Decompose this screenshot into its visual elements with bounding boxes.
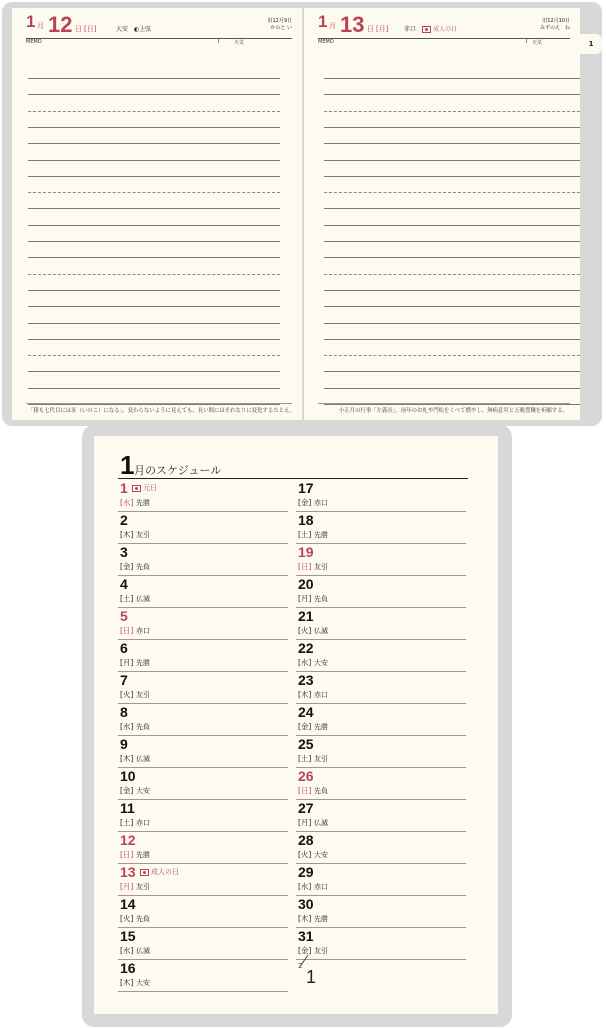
lunar-date: 旧12月9日 かのと い [267, 18, 292, 31]
weekday: [日] [84, 25, 97, 33]
schedule-row[interactable] [296, 639, 466, 672]
writing-line [28, 143, 280, 144]
schedule-row[interactable] [296, 767, 466, 800]
flag-icon [422, 26, 431, 33]
schedule-weekday: [月] [298, 818, 312, 827]
schedule-weekday: [木] [120, 530, 134, 539]
schedule-row[interactable] [296, 671, 466, 704]
schedule-weekday: [火] [298, 850, 312, 859]
schedule-weekday: [水] [120, 946, 134, 955]
schedule-row[interactable] [296, 799, 466, 832]
schedule-day-number: 19 [298, 544, 314, 560]
writing-line [324, 127, 580, 128]
schedule-day-number: 31 [298, 928, 314, 944]
writing-line [28, 404, 280, 405]
header-rule [26, 38, 292, 39]
schedule-weekday: [月] [120, 658, 134, 667]
weekday: [月] [376, 25, 389, 33]
writing-line [324, 404, 580, 405]
writing-line [28, 323, 280, 324]
writing-line [324, 355, 580, 356]
writing-line [324, 176, 580, 177]
schedule-rokuyo: 友引 [314, 563, 328, 571]
schedule-day-number: 30 [298, 896, 314, 912]
schedule-day-number: 26 [298, 768, 314, 784]
schedule-rokuyo: 先負 [136, 723, 150, 731]
schedule-row[interactable] [118, 927, 288, 960]
schedule-weekday: [金] [298, 722, 312, 731]
schedule-day-number: 1 [120, 480, 128, 496]
schedule-row[interactable] [296, 703, 466, 736]
writing-line [28, 192, 280, 193]
daily-page-left [12, 8, 302, 420]
writing-line [28, 306, 280, 307]
schedule-row[interactable] [296, 575, 466, 608]
writing-line [324, 323, 580, 324]
writing-line [324, 290, 580, 291]
schedule-rokuyo: 先勝 [314, 915, 328, 923]
month-number: 1 [318, 12, 328, 31]
schedule-day-number: 18 [298, 512, 314, 528]
schedule-rokuyo: 友引 [136, 531, 150, 539]
schedule-rokuyo: 先勝 [136, 851, 150, 859]
writing-line [324, 274, 580, 275]
schedule-row[interactable] [296, 895, 466, 928]
writing-line [324, 257, 580, 258]
schedule-day-number: 16 [120, 960, 136, 976]
schedule-rokuyo: 先勝 [314, 723, 328, 731]
schedule-day-number: 12 [120, 832, 136, 848]
column-tick [218, 39, 219, 43]
schedule-day-number: 13 [120, 864, 136, 880]
writing-line [28, 111, 280, 112]
schedule-weekday: [日] [298, 562, 312, 571]
schedule-rokuyo: 赤口 [314, 499, 328, 507]
schedule-weekday: [金] [120, 786, 134, 795]
writing-line [324, 111, 580, 112]
footnote-rule [318, 403, 570, 404]
moon-phase: ◐上弦 [134, 26, 152, 33]
schedule-rokuyo: 友引 [314, 755, 328, 763]
schedule-row[interactable] [296, 511, 466, 544]
month-index-tab[interactable]: 1 [580, 34, 602, 54]
schedule-day-number: 24 [298, 704, 314, 720]
writing-line [28, 225, 280, 226]
day-number: 13 [340, 12, 365, 37]
schedule-rokuyo: 仏滅 [314, 627, 328, 635]
schedule-day-number: 5 [120, 608, 128, 624]
schedule-rokuyo: 大安 [136, 787, 150, 795]
writing-line [28, 241, 280, 242]
schedule-row[interactable] [118, 639, 288, 672]
writing-line [324, 143, 580, 144]
schedule-day-number: 10 [120, 768, 136, 784]
writing-line [324, 208, 580, 209]
writing-line [324, 225, 580, 226]
schedule-row[interactable] [118, 767, 288, 800]
schedule-row[interactable] [118, 511, 288, 544]
schedule-holiday-name: 成人の日 [140, 867, 179, 877]
schedule-rokuyo: 赤口 [136, 627, 150, 635]
schedule-day-number: 3 [120, 544, 128, 560]
schedule-row[interactable] [296, 863, 466, 896]
schedule-day-number: 4 [120, 576, 128, 592]
schedule-header [118, 452, 468, 480]
schedule-row[interactable] [118, 831, 288, 864]
schedule-row[interactable] [118, 575, 288, 608]
rokuyo: 大安 [116, 26, 129, 33]
schedule-row[interactable] [296, 543, 466, 576]
writing-line [28, 176, 280, 177]
writing-line [324, 371, 580, 372]
schedule-weekday: [水] [120, 498, 134, 507]
schedule-weekday: [木] [298, 690, 312, 699]
schedule-row[interactable] [118, 543, 288, 576]
schedule-day-number: 21 [298, 608, 314, 624]
writing-line [28, 290, 280, 291]
writing-line [28, 94, 280, 95]
writing-line [28, 371, 280, 372]
footnote-rule [26, 403, 292, 404]
schedule-row[interactable] [118, 671, 288, 704]
schedule-weekday: [火] [298, 626, 312, 635]
writing-line [324, 388, 580, 389]
schedule-row[interactable] [118, 479, 288, 512]
schedule-row[interactable] [118, 895, 288, 928]
schedule-row[interactable] [118, 607, 288, 640]
schedule-day-number: 27 [298, 800, 314, 816]
writing-line [28, 388, 280, 389]
schedule-rokuyo: 仏滅 [314, 819, 328, 827]
schedule-day-number: 29 [298, 864, 314, 880]
schedule-weekday: [木] [120, 754, 134, 763]
schedule-row[interactable] [118, 735, 288, 768]
writing-line [324, 306, 580, 307]
schedule-weekday: [金] [120, 562, 134, 571]
schedule-rokuyo: 大安 [136, 979, 150, 987]
schedule-weekday: [水] [120, 722, 134, 731]
schedule-rokuyo: 先負 [314, 595, 328, 603]
month-suffix: 月 [329, 22, 336, 30]
flag-icon [132, 485, 141, 492]
schedule-weekday: [日] [120, 626, 134, 635]
month-number: 1 [26, 12, 36, 31]
daily-page-right [304, 8, 580, 420]
schedule-title: 月のスケジュール [134, 464, 222, 477]
writing-line [28, 339, 280, 340]
schedule-row[interactable] [118, 863, 288, 896]
schedule-weekday: [火] [120, 914, 134, 923]
schedule-row[interactable] [296, 479, 466, 512]
schedule-rokuyo: 先負 [136, 915, 150, 923]
schedule-rokuyo: 仏滅 [136, 595, 150, 603]
schedule-weekday: [木] [298, 914, 312, 923]
schedule-rokuyo: 赤口 [314, 691, 328, 699]
schedule-weekday: [日] [120, 850, 134, 859]
writing-line [324, 241, 580, 242]
schedule-rokuyo: 仏滅 [136, 755, 150, 763]
schedule-day-number: 7 [120, 672, 128, 688]
schedule-row[interactable] [118, 703, 288, 736]
schedule-row[interactable] [296, 927, 466, 960]
schedule-rokuyo: 友引 [314, 947, 328, 955]
schedule-rokuyo: 先勝 [314, 531, 328, 539]
schedule-weekday: [水] [298, 658, 312, 667]
writing-line [324, 192, 580, 193]
writing-line [28, 257, 280, 258]
writing-line [28, 355, 280, 356]
schedule-rokuyo: 大安 [314, 659, 328, 667]
schedule-holiday-name: 元日 [132, 483, 157, 493]
schedule-weekday: [土] [298, 754, 312, 763]
schedule-day-number: 14 [120, 896, 136, 912]
schedule-rokuyo: 友引 [136, 691, 150, 699]
schedule-day-number: 28 [298, 832, 314, 848]
column-tick [526, 39, 527, 43]
writing-line [28, 160, 280, 161]
schedule-row[interactable] [296, 831, 466, 864]
schedule-rokuyo: 赤口 [136, 819, 150, 827]
footnote: 「猪も七代目には豕（いのこ）になる」。変わらないように見えても、長い間にはそれなりに変化するたとえ。 [28, 408, 296, 414]
schedule-rokuyo: 先負 [136, 563, 150, 571]
schedule-weekday: [金] [298, 946, 312, 955]
schedule-day-number: 15 [120, 928, 136, 944]
schedule-day-number: 8 [120, 704, 128, 720]
writing-line [324, 78, 580, 79]
rokuyo: 赤口 [404, 26, 417, 33]
day-number: 12 [48, 12, 73, 37]
schedule-day-number: 17 [298, 480, 314, 496]
schedule-weekday: [土] [120, 818, 134, 827]
schedule-row[interactable] [296, 607, 466, 640]
schedule-weekday: [日] [298, 786, 312, 795]
schedule-weekday: [木] [120, 978, 134, 987]
schedule-day-number: 22 [298, 640, 314, 656]
schedule-rokuyo: 先負 [314, 787, 328, 795]
schedule-day-number: 6 [120, 640, 128, 656]
schedule-row[interactable] [118, 799, 288, 832]
schedule-day-number: 11 [120, 800, 135, 816]
flag-icon [140, 869, 149, 876]
memo-label: MEMO [26, 39, 42, 45]
weather-label: 天気 [234, 40, 245, 46]
writing-line [324, 160, 580, 161]
schedule-day-number: 25 [298, 736, 314, 752]
schedule-day-number: 2 [120, 512, 128, 528]
day-suffix: 日 [367, 25, 374, 33]
schedule-day-number: 20 [298, 576, 314, 592]
writing-line [324, 339, 580, 340]
day-suffix: 日 [75, 25, 82, 33]
schedule-weekday: [月] [120, 882, 134, 891]
schedule-day-number: 23 [298, 672, 314, 688]
footnote: 小正月の行事「左義長」。前年のお札や門松をくべて燃やし、無病息災と五穀豊穣を祈願する。 [338, 408, 568, 414]
schedule-rokuyo: 友引 [136, 883, 150, 891]
schedule-weekday: [金] [298, 498, 312, 507]
schedule-weekday: [土] [298, 530, 312, 539]
schedule-row[interactable] [296, 735, 466, 768]
lunar-date: 旧12月10日 みずのえ ね [539, 18, 570, 31]
schedule-month-number: 1 [120, 450, 135, 480]
schedule-rokuyo: 先勝 [136, 659, 150, 667]
month-suffix: 月 [37, 22, 44, 30]
schedule-weekday: [土] [120, 594, 134, 603]
schedule-rokuyo: 先勝 [136, 499, 150, 507]
schedule-row[interactable] [118, 959, 288, 992]
writing-line [28, 274, 280, 275]
schedule-rokuyo: 赤口 [314, 883, 328, 891]
memo-label: MEMO [318, 39, 334, 45]
schedule-weekday: [水] [298, 882, 312, 891]
holiday-label: 成人の日 [422, 24, 457, 33]
schedule-weekday: [月] [298, 594, 312, 603]
schedule-weekday: [火] [120, 690, 134, 699]
writing-line [28, 127, 280, 128]
writing-line [28, 208, 280, 209]
schedule-day-number: 9 [120, 736, 128, 752]
writing-line [28, 78, 280, 79]
writing-line [324, 94, 580, 95]
weather-label: 天気 [532, 40, 543, 46]
schedule-rokuyo: 大安 [314, 851, 328, 859]
schedule-rokuyo: 仏滅 [136, 947, 150, 955]
next-month-mark: 2 1 [298, 962, 328, 992]
